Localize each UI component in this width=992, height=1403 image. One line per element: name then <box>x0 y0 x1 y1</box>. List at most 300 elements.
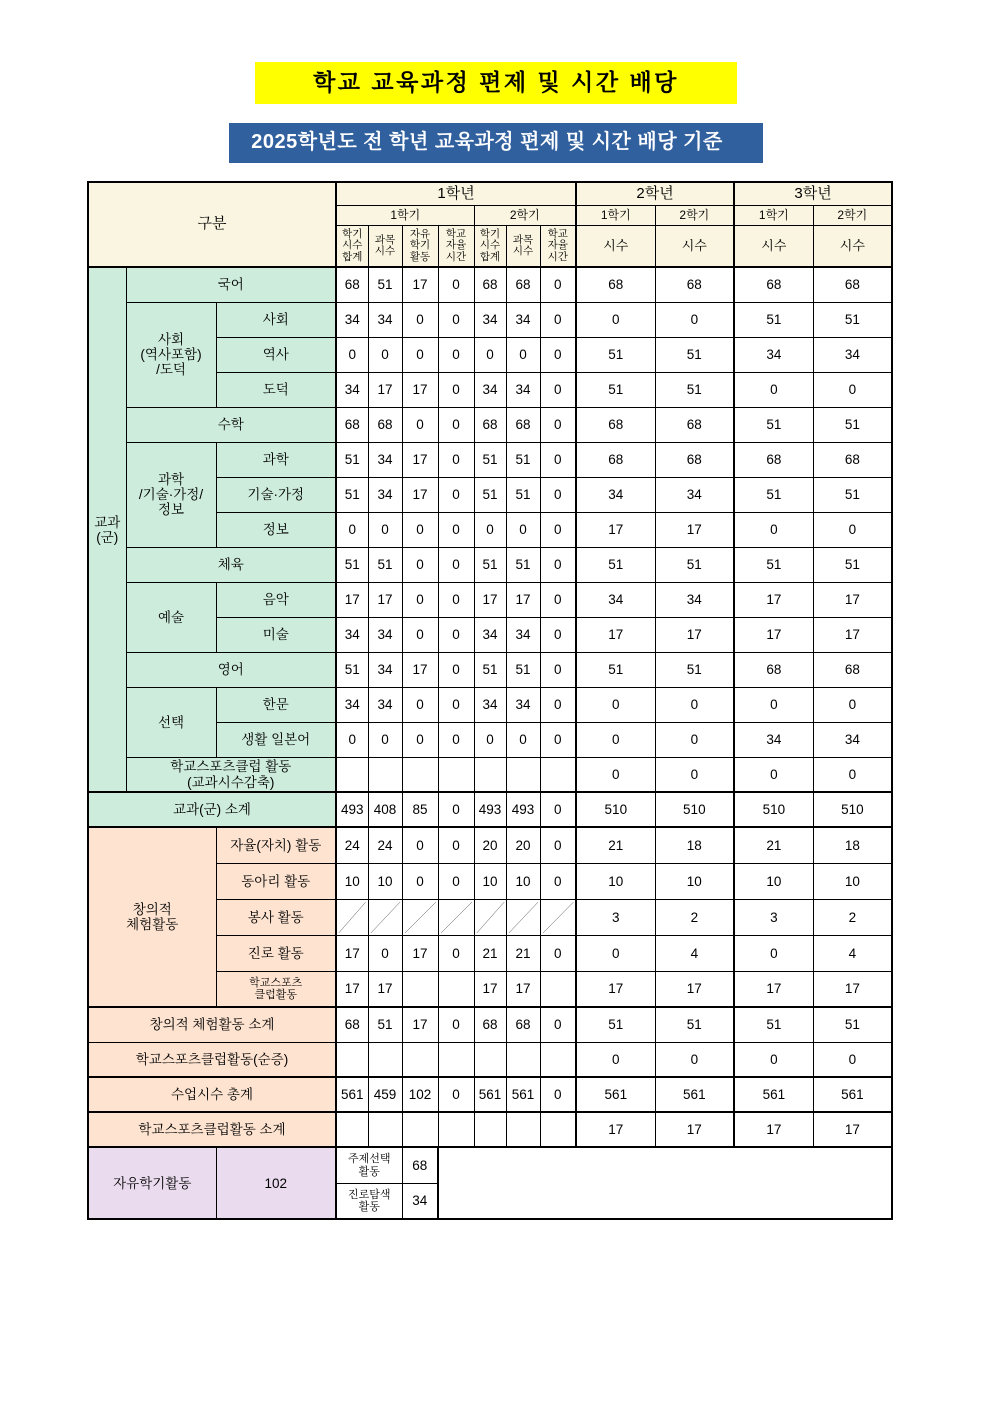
table-row <box>88 582 892 617</box>
table-cell-value: 493 <box>336 792 368 827</box>
table-cell-value: 0 <box>576 1042 655 1077</box>
table-cell-value: 0 <box>655 302 734 337</box>
table-cell-value: 24 <box>368 827 402 863</box>
free-semester-empty-area <box>438 1147 892 1219</box>
table-cell-value: 51 <box>474 442 506 477</box>
table-cell-value: 20 <box>474 827 506 863</box>
table-cell-value: 17 <box>474 582 506 617</box>
table-row-free-semester <box>88 1147 892 1183</box>
table-cell-value: 0 <box>438 372 474 407</box>
table-cell-value: 17 <box>506 971 540 1007</box>
table-cell-value: 34 <box>368 652 402 687</box>
table-cell-value <box>336 1042 368 1077</box>
table-cell-value: 51 <box>506 477 540 512</box>
table-cell-value: 17 <box>655 1112 734 1147</box>
table-cell-value: 68 <box>655 267 734 302</box>
table-cell-value: 51 <box>336 652 368 687</box>
table-cell-value: 4 <box>655 935 734 971</box>
subject-name: 역사 <box>216 337 336 372</box>
table-cell-value: 510 <box>813 792 892 827</box>
subtotal-gyogwa-label: 교과(군) 소계 <box>88 792 336 827</box>
header-g1-sem1: 1학기 <box>336 206 474 226</box>
table-cell-value: 51 <box>576 337 655 372</box>
table-cell-value <box>336 757 368 792</box>
table-row <box>88 302 892 337</box>
table-cell-value: 493 <box>474 792 506 827</box>
table-cell-value: 21 <box>576 827 655 863</box>
header-col-g1s2-subject: 과목 시수 <box>506 226 540 268</box>
table-cell-value: 68 <box>655 407 734 442</box>
curriculum-table <box>87 181 893 1220</box>
table-cell-value: 51 <box>813 302 892 337</box>
table-cell-value: 0 <box>438 407 474 442</box>
table-cell-value: 0 <box>576 302 655 337</box>
table-cell-value: 0 <box>438 652 474 687</box>
table-cell-value: 3 <box>734 899 813 935</box>
table-cell-value <box>402 899 438 935</box>
table-cell-value: 68 <box>655 442 734 477</box>
table-cell-value: 0 <box>655 1042 734 1077</box>
table-cell-value: 51 <box>474 652 506 687</box>
free-semester-item-name: 주제선택 활동 <box>336 1147 402 1183</box>
table-cell-value: 0 <box>438 582 474 617</box>
header-col-g1s2-total: 학기 시수 합계 <box>474 226 506 268</box>
table-cell-value: 17 <box>336 971 368 1007</box>
table-cell-value: 0 <box>402 582 438 617</box>
table-cell-value: 0 <box>540 512 576 547</box>
table-cell-value: 17 <box>402 1007 438 1042</box>
header-col-g1s1-autonomy: 학교 자율 시간 <box>438 226 474 268</box>
table-cell-value: 21 <box>506 935 540 971</box>
table-cell-value: 0 <box>540 372 576 407</box>
table-cell-value: 17 <box>576 617 655 652</box>
table-row <box>88 407 892 442</box>
table-row <box>88 687 892 722</box>
table-cell-value: 0 <box>438 935 474 971</box>
table-cell-value: 34 <box>474 372 506 407</box>
header-g3-sem1: 1학기 <box>734 206 813 226</box>
table-cell-value: 408 <box>368 792 402 827</box>
table-cell-value: 34 <box>813 722 892 757</box>
table-cell-value <box>402 1042 438 1077</box>
table-cell-value: 0 <box>540 407 576 442</box>
table-cell-value: 34 <box>506 687 540 722</box>
table-cell-value: 0 <box>438 687 474 722</box>
table-cell-value <box>368 1112 402 1147</box>
table-cell-value: 17 <box>336 582 368 617</box>
table-cell-value <box>368 1042 402 1077</box>
table-cell-value: 34 <box>734 337 813 372</box>
table-cell-value: 10 <box>655 863 734 899</box>
table-cell-value: 34 <box>506 617 540 652</box>
table-cell-value: 0 <box>402 302 438 337</box>
table-cell-value: 34 <box>576 582 655 617</box>
subtitle-banner: 2025학년도 전 학년 교육과정 편제 및 시간 배당 기준 <box>229 123 763 163</box>
table-cell-value: 0 <box>540 722 576 757</box>
table-cell-value <box>402 1112 438 1147</box>
header-gubun: 구분 <box>88 182 336 267</box>
table-cell-value: 21 <box>734 827 813 863</box>
table-cell-value <box>540 899 576 935</box>
table-cell-value: 0 <box>813 687 892 722</box>
table-cell-value <box>402 971 438 1007</box>
free-semester-total: 102 <box>216 1147 336 1219</box>
table-cell-value <box>506 1112 540 1147</box>
header-g1-sem2: 2학기 <box>474 206 576 226</box>
page-title: 학교 교육과정 편제 및 시간 배당 <box>255 62 737 104</box>
table-cell-value <box>336 1112 368 1147</box>
table-cell-value: 0 <box>540 1077 576 1112</box>
table-cell-value: 34 <box>336 372 368 407</box>
table-cell-value: 34 <box>474 617 506 652</box>
table-cell-value: 68 <box>813 442 892 477</box>
table-cell-value: 17 <box>655 971 734 1007</box>
table-cell-value: 51 <box>368 267 402 302</box>
table-cell-value: 17 <box>576 1112 655 1147</box>
table-cell-value: 0 <box>734 757 813 792</box>
table-cell-value <box>336 899 368 935</box>
table-cell-value: 0 <box>655 687 734 722</box>
table-cell-value: 68 <box>506 1007 540 1042</box>
table-cell-value: 68 <box>336 267 368 302</box>
subject-name: 생활 일본어 <box>216 722 336 757</box>
table-row-subtotal-creative <box>88 1007 892 1042</box>
table-cell-value <box>540 757 576 792</box>
table-cell-value: 0 <box>540 1007 576 1042</box>
table-cell-value <box>474 757 506 792</box>
table-cell-value: 51 <box>506 442 540 477</box>
table-cell-value: 0 <box>438 547 474 582</box>
free-semester-item-name: 진로탐색 활동 <box>336 1183 402 1219</box>
table-cell-value: 51 <box>655 652 734 687</box>
table-cell-value: 0 <box>540 687 576 722</box>
table-cell-value: 24 <box>336 827 368 863</box>
table-row <box>88 267 892 302</box>
curriculum-table-wrapper <box>0 163 992 1220</box>
table-cell-value <box>368 757 402 792</box>
table-cell-value: 0 <box>402 512 438 547</box>
table-cell-value: 17 <box>368 582 402 617</box>
table-cell-value: 68 <box>813 652 892 687</box>
table-cell-value: 51 <box>734 477 813 512</box>
header-col-g3s2-sisu: 시수 <box>813 226 892 268</box>
table-cell-value: 0 <box>402 687 438 722</box>
table-cell-value: 0 <box>438 302 474 337</box>
table-cell-value: 0 <box>438 722 474 757</box>
table-cell-value: 0 <box>506 337 540 372</box>
table-cell-value: 0 <box>402 407 438 442</box>
header-col-g1s1-total: 학기 시수 합계 <box>336 226 368 268</box>
table-cell-value: 0 <box>438 1007 474 1042</box>
table-cell-value: 17 <box>655 512 734 547</box>
table-cell-value: 68 <box>474 267 506 302</box>
header-grade-1: 1학년 <box>336 182 576 206</box>
table-cell-value: 34 <box>576 477 655 512</box>
table-cell-value: 51 <box>734 1007 813 1042</box>
table-cell-value: 17 <box>368 971 402 1007</box>
subtotal-creative-label: 창의적 체험활동 소계 <box>88 1007 336 1042</box>
table-cell-value: 21 <box>474 935 506 971</box>
table-cell-value: 51 <box>576 652 655 687</box>
header-col-g1s1-subject: 과목 시수 <box>368 226 402 268</box>
table-cell-value: 0 <box>734 687 813 722</box>
subject-name: 과학 <box>216 442 336 477</box>
table-cell-value: 17 <box>813 971 892 1007</box>
table-cell-value: 34 <box>368 442 402 477</box>
table-cell-value: 0 <box>576 722 655 757</box>
table-cell-value: 51 <box>336 547 368 582</box>
subject-name: 한문 <box>216 687 336 722</box>
table-cell-value: 0 <box>540 652 576 687</box>
table-cell-value: 20 <box>506 827 540 863</box>
sports-net-label: 학교스포츠클럽활동(순증) <box>88 1042 336 1077</box>
table-cell-value: 68 <box>576 442 655 477</box>
table-cell-value: 51 <box>368 1007 402 1042</box>
table-cell-value: 68 <box>576 407 655 442</box>
table-cell-value: 510 <box>655 792 734 827</box>
table-row-sports-net <box>88 1042 892 1077</box>
subject-name: 미술 <box>216 617 336 652</box>
table-cell-value: 34 <box>368 302 402 337</box>
table-cell-value: 34 <box>655 477 734 512</box>
table-cell-value: 0 <box>734 935 813 971</box>
table-cell-value: 17 <box>813 582 892 617</box>
table-cell-value: 0 <box>576 935 655 971</box>
table-cell-value: 0 <box>438 337 474 372</box>
page-title-wrapper <box>0 0 992 104</box>
table-cell-value: 0 <box>438 827 474 863</box>
table-cell-value: 0 <box>438 1077 474 1112</box>
table-cell-value: 0 <box>540 442 576 477</box>
table-cell-value <box>438 1042 474 1077</box>
table-cell-value: 51 <box>474 547 506 582</box>
free-semester-item-hours: 68 <box>402 1147 438 1183</box>
table-row <box>88 757 892 792</box>
table-cell-value: 0 <box>540 617 576 652</box>
creative-activity-name: 진로 활동 <box>216 935 336 971</box>
table-cell-value: 34 <box>655 582 734 617</box>
subject-name: 국어 <box>126 267 336 302</box>
table-cell-value: 51 <box>576 1007 655 1042</box>
table-cell-value: 102 <box>402 1077 438 1112</box>
table-cell-value <box>402 757 438 792</box>
table-cell-value: 51 <box>734 547 813 582</box>
table-cell-value: 0 <box>540 267 576 302</box>
header-grade-3: 3학년 <box>734 182 892 206</box>
subject-group: 예술 <box>126 582 216 652</box>
table-cell-value: 34 <box>336 687 368 722</box>
table-cell-value: 34 <box>368 477 402 512</box>
table-row <box>88 827 892 863</box>
table-cell-value: 0 <box>402 827 438 863</box>
subject-name: 사회 <box>216 302 336 337</box>
table-cell-value: 51 <box>655 337 734 372</box>
table-cell-value: 0 <box>368 512 402 547</box>
table-cell-value: 0 <box>336 512 368 547</box>
table-cell-value <box>438 757 474 792</box>
table-cell-value <box>368 899 402 935</box>
table-cell-value: 0 <box>813 757 892 792</box>
header-grade-2: 2학년 <box>576 182 734 206</box>
table-cell-value: 17 <box>402 477 438 512</box>
table-cell-value: 68 <box>576 267 655 302</box>
header-g3-sem2: 2학기 <box>813 206 892 226</box>
table-cell-value: 34 <box>368 687 402 722</box>
table-cell-value: 0 <box>438 267 474 302</box>
table-cell-value: 17 <box>734 1112 813 1147</box>
table-cell-value: 17 <box>813 617 892 652</box>
creative-activity-name: 자율(자치) 활동 <box>216 827 336 863</box>
table-cell-value: 4 <box>813 935 892 971</box>
table-cell-value: 0 <box>368 935 402 971</box>
header-col-g2s1-sisu: 시수 <box>576 226 655 268</box>
table-cell-value: 0 <box>540 792 576 827</box>
table-cell-value: 0 <box>474 722 506 757</box>
table-cell-value: 51 <box>368 547 402 582</box>
table-cell-value <box>438 1112 474 1147</box>
table-cell-value: 34 <box>368 617 402 652</box>
table-cell-value: 34 <box>734 722 813 757</box>
table-cell-value: 34 <box>506 372 540 407</box>
table-cell-value: 561 <box>506 1077 540 1112</box>
subject-group: 과학 /기술·가정/ 정보 <box>126 442 216 547</box>
table-cell-value: 17 <box>368 372 402 407</box>
table-cell-value: 10 <box>506 863 540 899</box>
group-label-gyogwa: 교과 (군) <box>88 267 126 792</box>
header-col-g1s2-autonomy: 학교 자율 시간 <box>540 226 576 268</box>
table-cell-value: 17 <box>655 617 734 652</box>
table-cell-value: 510 <box>734 792 813 827</box>
table-cell-value: 10 <box>734 863 813 899</box>
table-cell-value: 51 <box>813 407 892 442</box>
subject-name: 도덕 <box>216 372 336 407</box>
subject-group: 선택 <box>126 687 216 757</box>
subtitle-banner-wrapper <box>0 104 992 163</box>
table-row <box>88 652 892 687</box>
table-cell-value: 0 <box>540 863 576 899</box>
table-header-row-grade <box>88 182 892 206</box>
header-col-g1s1-free: 자유 학기 활동 <box>402 226 438 268</box>
table-cell-value: 68 <box>506 267 540 302</box>
header-g2-sem1: 1학기 <box>576 206 655 226</box>
table-cell-value: 68 <box>474 1007 506 1042</box>
table-cell-value: 561 <box>813 1077 892 1112</box>
table-cell-value: 51 <box>655 1007 734 1042</box>
table-cell-value: 34 <box>336 302 368 337</box>
table-cell-value: 493 <box>506 792 540 827</box>
table-cell-value: 85 <box>402 792 438 827</box>
table-cell-value: 0 <box>402 617 438 652</box>
table-cell-value: 0 <box>438 512 474 547</box>
group-label-changui: 창의적 체험활동 <box>88 827 216 1007</box>
table-cell-value: 17 <box>402 935 438 971</box>
header-g2-sem2: 2학기 <box>655 206 734 226</box>
table-cell-value: 51 <box>655 547 734 582</box>
creative-activity-name: 학교스포츠 클럽활동 <box>216 971 336 1007</box>
table-cell-value: 0 <box>402 547 438 582</box>
table-cell-value: 68 <box>336 1007 368 1042</box>
table-cell-value: 51 <box>734 302 813 337</box>
table-cell-value: 3 <box>576 899 655 935</box>
table-cell-value: 561 <box>655 1077 734 1112</box>
table-cell-value: 17 <box>576 512 655 547</box>
table-cell-value: 2 <box>813 899 892 935</box>
table-cell-value: 17 <box>734 617 813 652</box>
table-cell-value: 17 <box>402 267 438 302</box>
table-row-grand-total <box>88 1077 892 1112</box>
sports-subtotal-label: 학교스포츠클럽활동 소계 <box>88 1112 336 1147</box>
table-cell-value <box>506 899 540 935</box>
header-col-g2s2-sisu: 시수 <box>655 226 734 268</box>
grand-total-label: 수업시수 총계 <box>88 1077 336 1112</box>
table-cell-value: 68 <box>734 442 813 477</box>
table-cell-value <box>438 899 474 935</box>
table-cell-value <box>506 757 540 792</box>
table-cell-value: 68 <box>506 407 540 442</box>
table-cell-value: 0 <box>336 722 368 757</box>
table-cell-value: 0 <box>813 512 892 547</box>
table-cell-value: 0 <box>813 1042 892 1077</box>
table-cell-value: 0 <box>438 617 474 652</box>
table-cell-value: 0 <box>438 477 474 512</box>
table-cell-value: 51 <box>576 547 655 582</box>
table-cell-value: 0 <box>438 442 474 477</box>
table-cell-value: 0 <box>540 337 576 372</box>
table-cell-value: 34 <box>336 617 368 652</box>
table-cell-value: 17 <box>474 971 506 1007</box>
table-cell-value <box>540 1112 576 1147</box>
table-cell-value: 10 <box>813 863 892 899</box>
table-cell-value: 18 <box>813 827 892 863</box>
table-cell-value: 0 <box>506 512 540 547</box>
creative-activity-name: 봉사 활동 <box>216 899 336 935</box>
table-cell-value: 68 <box>336 407 368 442</box>
table-cell-value: 68 <box>734 652 813 687</box>
table-cell-value: 0 <box>474 337 506 372</box>
subject-group: 사회 (역사포함) /도덕 <box>126 302 216 407</box>
table-cell-value: 0 <box>506 722 540 757</box>
subject-name: 기술·가정 <box>216 477 336 512</box>
table-cell-value: 34 <box>474 302 506 337</box>
subject-name: 학교스포츠클럽 활동 (교과시수감축) <box>126 757 336 792</box>
table-cell-value: 34 <box>813 337 892 372</box>
table-cell-value: 0 <box>368 722 402 757</box>
table-cell-value: 51 <box>576 372 655 407</box>
table-cell-value <box>438 971 474 1007</box>
table-cell-value: 51 <box>474 477 506 512</box>
table-cell-value: 17 <box>506 582 540 617</box>
table-cell-value: 0 <box>540 477 576 512</box>
table-cell-value: 459 <box>368 1077 402 1112</box>
subject-name: 정보 <box>216 512 336 547</box>
table-cell-value: 0 <box>576 757 655 792</box>
table-cell-value <box>540 971 576 1007</box>
free-semester-label: 자유학기활동 <box>88 1147 216 1219</box>
table-cell-value: 2 <box>655 899 734 935</box>
table-cell-value: 0 <box>540 582 576 617</box>
table-cell-value: 10 <box>474 863 506 899</box>
table-cell-value: 0 <box>336 337 368 372</box>
table-row-subtotal-gyogwa <box>88 792 892 827</box>
table-cell-value: 68 <box>813 267 892 302</box>
table-cell-value: 0 <box>402 863 438 899</box>
table-cell-value: 0 <box>540 302 576 337</box>
creative-activity-name: 동아리 활동 <box>216 863 336 899</box>
table-cell-value: 51 <box>813 477 892 512</box>
table-cell-value: 51 <box>813 1007 892 1042</box>
free-semester-item-hours: 34 <box>402 1183 438 1219</box>
table-cell-value: 0 <box>734 512 813 547</box>
